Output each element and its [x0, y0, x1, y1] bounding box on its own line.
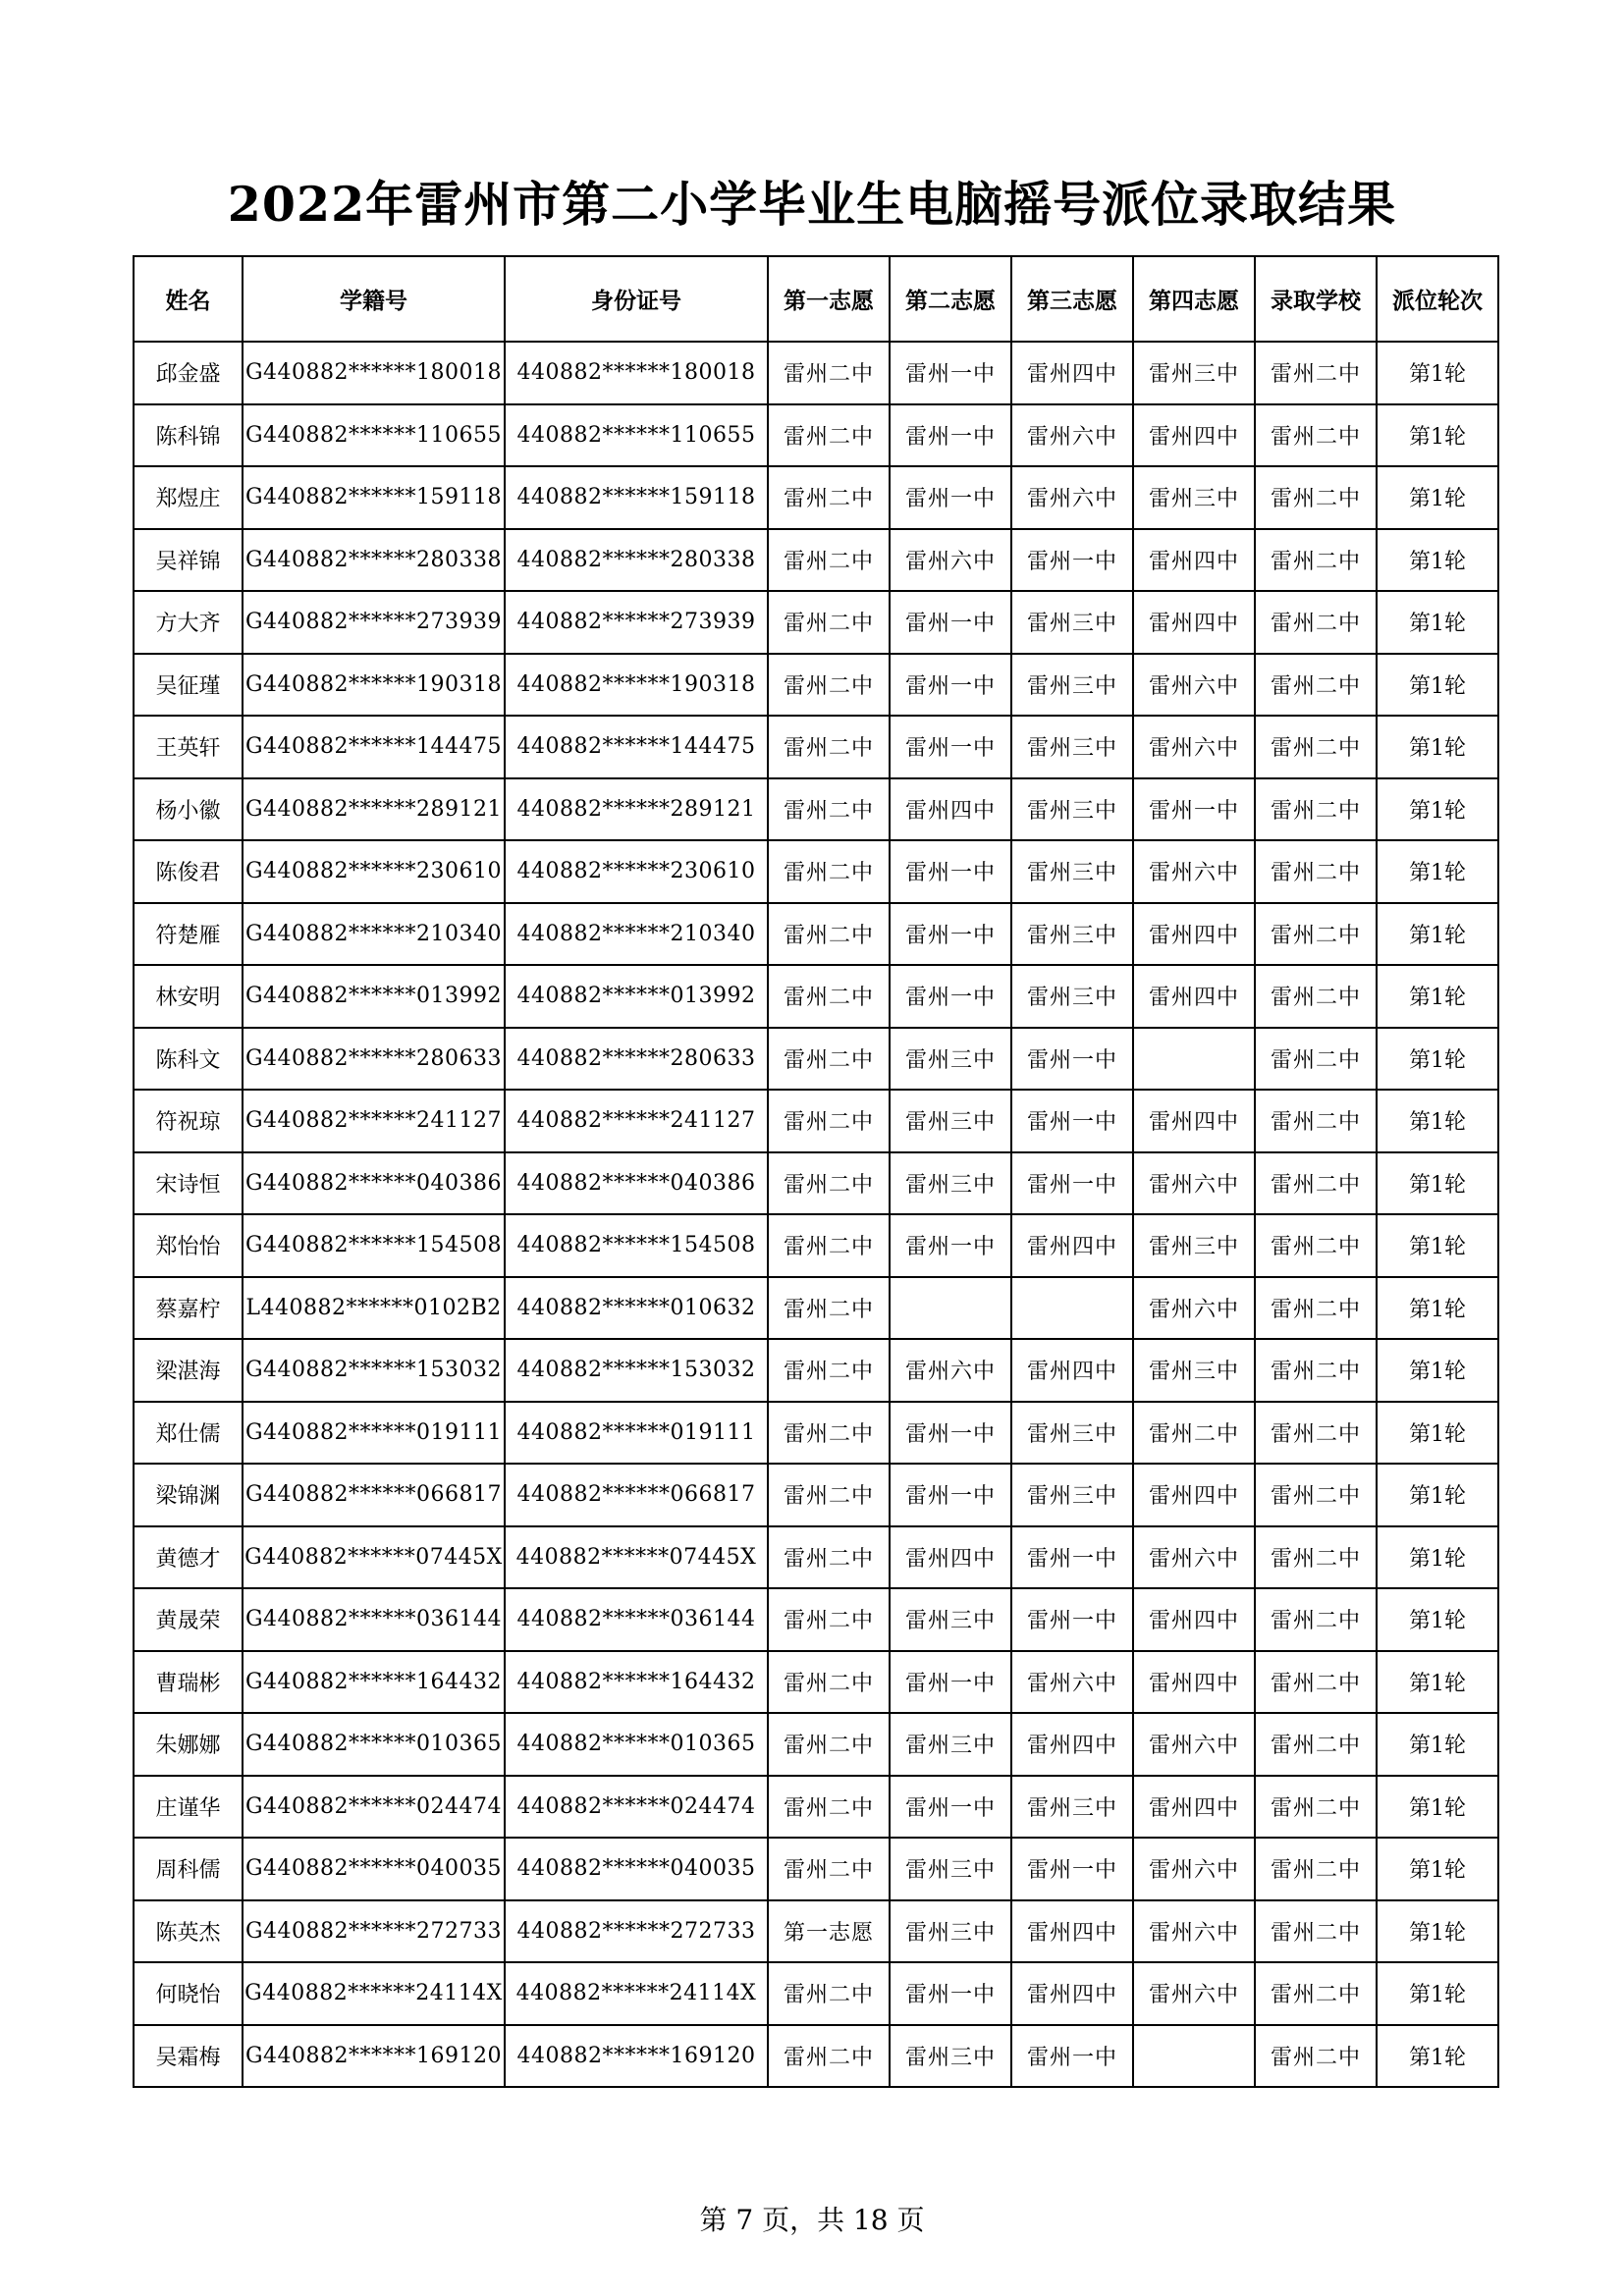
cell-choice-4: 雷州四中 — [1133, 1464, 1255, 1526]
cell-student-id: G440882******024474 — [243, 1776, 505, 1839]
cell-admitted-school: 雷州二中 — [1255, 1152, 1377, 1215]
cell-choice-1: 雷州二中 — [768, 529, 890, 592]
cell-choice-1: 雷州二中 — [768, 591, 890, 654]
cell-name: 庄谨华 — [134, 1776, 243, 1839]
cell-student-id: G440882******040035 — [243, 1838, 505, 1900]
cell-id-card: 440882******07445X — [505, 1526, 768, 1589]
cell-name: 吴祥锦 — [134, 529, 243, 592]
cell-choice-2: 雷州三中 — [890, 1028, 1011, 1091]
cell-choice-3: 雷州三中 — [1011, 903, 1133, 966]
cell-name: 周科儒 — [134, 1838, 243, 1900]
cell-id-card: 440882******024474 — [505, 1776, 768, 1839]
cell-student-id: G440882******110655 — [243, 404, 505, 467]
cell-choice-3: 雷州四中 — [1011, 1214, 1133, 1277]
cell-choice-4 — [1133, 2025, 1255, 2088]
cell-name: 郑仕儒 — [134, 1402, 243, 1465]
table-row — [134, 1090, 1498, 1152]
cell-choice-4: 雷州四中 — [1133, 1588, 1255, 1651]
cell-choice-2: 雷州三中 — [890, 2025, 1011, 2088]
cell-id-card: 440882******010632 — [505, 1277, 768, 1340]
cell-round: 第1轮 — [1377, 716, 1498, 778]
cell-choice-4: 雷州六中 — [1133, 1900, 1255, 1963]
cell-name: 陈俊君 — [134, 840, 243, 903]
cell-choice-3: 雷州一中 — [1011, 529, 1133, 592]
cell-choice-1: 雷州二中 — [768, 1339, 890, 1402]
cell-choice-1: 雷州二中 — [768, 1526, 890, 1589]
cell-choice-4 — [1133, 1028, 1255, 1091]
cell-choice-4: 雷州二中 — [1133, 1402, 1255, 1465]
cell-admitted-school: 雷州二中 — [1255, 1776, 1377, 1839]
cell-choice-4: 雷州六中 — [1133, 840, 1255, 903]
cell-student-id: G440882******07445X — [243, 1526, 505, 1589]
cell-name: 朱娜娜 — [134, 1713, 243, 1776]
cell-choice-4: 雷州三中 — [1133, 342, 1255, 404]
cell-student-id: G440882******280338 — [243, 529, 505, 592]
cell-choice-4: 雷州四中 — [1133, 1651, 1255, 1714]
cell-choice-1: 雷州二中 — [768, 1277, 890, 1340]
cell-choice-4: 雷州三中 — [1133, 466, 1255, 529]
cell-id-card: 440882******013992 — [505, 965, 768, 1028]
cell-admitted-school: 雷州二中 — [1255, 1339, 1377, 1402]
page-number: 第 7 页，共 18 页 — [699, 2204, 925, 2236]
cell-student-id: G440882******180018 — [243, 342, 505, 404]
cell-choice-4: 雷州四中 — [1133, 404, 1255, 467]
cell-student-id: G440882******289121 — [243, 778, 505, 841]
cell-name: 宋诗恒 — [134, 1152, 243, 1215]
cell-choice-4: 雷州六中 — [1133, 1277, 1255, 1340]
cell-choice-2: 雷州一中 — [890, 1402, 1011, 1465]
cell-student-id: G440882******164432 — [243, 1651, 505, 1714]
cell-choice-1: 雷州二中 — [768, 1838, 890, 1900]
cell-student-id: G440882******066817 — [243, 1464, 505, 1526]
cell-id-card: 440882******24114X — [505, 1962, 768, 2025]
table-row — [134, 1402, 1498, 1465]
table-row — [134, 1588, 1498, 1651]
cell-choice-2: 雷州一中 — [890, 404, 1011, 467]
cell-choice-2: 雷州四中 — [890, 778, 1011, 841]
header-choice-2: 第二志愿 — [890, 256, 1011, 342]
cell-choice-4: 雷州四中 — [1133, 591, 1255, 654]
cell-choice-3: 雷州四中 — [1011, 1339, 1133, 1402]
cell-choice-3: 雷州一中 — [1011, 1588, 1133, 1651]
cell-round: 第1轮 — [1377, 1402, 1498, 1465]
cell-choice-2: 雷州一中 — [890, 654, 1011, 717]
cell-student-id: G440882******159118 — [243, 466, 505, 529]
table-row — [134, 1526, 1498, 1589]
cell-admitted-school: 雷州二中 — [1255, 1090, 1377, 1152]
cell-choice-1: 雷州二中 — [768, 1402, 890, 1465]
cell-admitted-school: 雷州二中 — [1255, 1713, 1377, 1776]
cell-admitted-school: 雷州二中 — [1255, 1651, 1377, 1714]
cell-choice-2: 雷州三中 — [890, 1900, 1011, 1963]
cell-choice-4: 雷州四中 — [1133, 903, 1255, 966]
cell-choice-1: 雷州二中 — [768, 466, 890, 529]
cell-choice-1: 雷州二中 — [768, 1776, 890, 1839]
cell-choice-3: 雷州六中 — [1011, 404, 1133, 467]
cell-choice-2: 雷州三中 — [890, 1838, 1011, 1900]
cell-admitted-school: 雷州二中 — [1255, 654, 1377, 717]
table-row — [134, 654, 1498, 717]
cell-id-card: 440882******154508 — [505, 1214, 768, 1277]
cell-choice-2: 雷州一中 — [890, 1464, 1011, 1526]
cell-id-card: 440882******110655 — [505, 404, 768, 467]
cell-choice-3: 雷州四中 — [1011, 342, 1133, 404]
cell-name: 何晓怡 — [134, 1962, 243, 2025]
cell-choice-3: 雷州一中 — [1011, 1526, 1133, 1589]
cell-name: 符祝琼 — [134, 1090, 243, 1152]
cell-choice-4: 雷州一中 — [1133, 778, 1255, 841]
cell-choice-1: 雷州二中 — [768, 965, 890, 1028]
cell-choice-2: 雷州一中 — [890, 466, 1011, 529]
cell-student-id: G440882******241127 — [243, 1090, 505, 1152]
cell-choice-1: 雷州二中 — [768, 840, 890, 903]
cell-student-id: G440882******013992 — [243, 965, 505, 1028]
cell-choice-1: 雷州二中 — [768, 903, 890, 966]
cell-choice-3: 雷州六中 — [1011, 466, 1133, 529]
cell-admitted-school: 雷州二中 — [1255, 2025, 1377, 2088]
cell-choice-1: 雷州二中 — [768, 1962, 890, 2025]
cell-name: 杨小徽 — [134, 778, 243, 841]
cell-admitted-school: 雷州二中 — [1255, 466, 1377, 529]
cell-choice-2: 雷州一中 — [890, 903, 1011, 966]
cell-student-id: G440882******153032 — [243, 1339, 505, 1402]
cell-choice-2: 雷州三中 — [890, 1588, 1011, 1651]
cell-round: 第1轮 — [1377, 342, 1498, 404]
cell-admitted-school: 雷州二中 — [1255, 1028, 1377, 1091]
cell-choice-3: 雷州三中 — [1011, 716, 1133, 778]
cell-id-card: 440882******153032 — [505, 1339, 768, 1402]
cell-name: 邱金盛 — [134, 342, 243, 404]
cell-name: 黄晟荣 — [134, 1588, 243, 1651]
cell-choice-2: 雷州三中 — [890, 1152, 1011, 1215]
cell-id-card: 440882******144475 — [505, 716, 768, 778]
cell-choice-2: 雷州四中 — [890, 1526, 1011, 1589]
table-row — [134, 342, 1498, 404]
cell-choice-3: 雷州三中 — [1011, 1776, 1133, 1839]
cell-choice-1: 雷州二中 — [768, 1464, 890, 1526]
cell-round: 第1轮 — [1377, 840, 1498, 903]
cell-choice-3: 雷州一中 — [1011, 1152, 1133, 1215]
cell-choice-2: 雷州六中 — [890, 529, 1011, 592]
cell-round: 第1轮 — [1377, 1651, 1498, 1714]
cell-choice-1: 雷州二中 — [768, 1713, 890, 1776]
cell-admitted-school: 雷州二中 — [1255, 1277, 1377, 1340]
cell-round: 第1轮 — [1377, 1214, 1498, 1277]
cell-round: 第1轮 — [1377, 1152, 1498, 1215]
table-row — [134, 965, 1498, 1028]
cell-student-id: G440882******280633 — [243, 1028, 505, 1091]
cell-choice-3 — [1011, 1277, 1133, 1340]
cell-student-id: G440882******019111 — [243, 1402, 505, 1465]
cell-admitted-school: 雷州二中 — [1255, 716, 1377, 778]
header-choice-3: 第三志愿 — [1011, 256, 1133, 342]
cell-student-id: G440882******230610 — [243, 840, 505, 903]
cell-id-card: 440882******066817 — [505, 1464, 768, 1526]
cell-round: 第1轮 — [1377, 903, 1498, 966]
cell-choice-4: 雷州三中 — [1133, 1214, 1255, 1277]
cell-round: 第1轮 — [1377, 1588, 1498, 1651]
cell-choice-4: 雷州四中 — [1133, 529, 1255, 592]
cell-id-card: 440882******273939 — [505, 591, 768, 654]
cell-id-card: 440882******289121 — [505, 778, 768, 841]
header-name: 姓名 — [134, 256, 243, 342]
table-row — [134, 1152, 1498, 1215]
table-row — [134, 1651, 1498, 1714]
cell-choice-4: 雷州四中 — [1133, 1090, 1255, 1152]
table-row — [134, 2025, 1498, 2088]
cell-round: 第1轮 — [1377, 1090, 1498, 1152]
cell-admitted-school: 雷州二中 — [1255, 778, 1377, 841]
cell-name: 符楚雁 — [134, 903, 243, 966]
cell-choice-1: 雷州二中 — [768, 716, 890, 778]
cell-admitted-school: 雷州二中 — [1255, 591, 1377, 654]
cell-name: 蔡嘉柠 — [134, 1277, 243, 1340]
page-title: 2022年雷州市第二小学毕业生电脑摇号派位录取结果 — [227, 176, 1397, 233]
cell-admitted-school: 雷州二中 — [1255, 1962, 1377, 2025]
table-row — [134, 529, 1498, 592]
table-row — [134, 716, 1498, 778]
cell-choice-4: 雷州六中 — [1133, 1838, 1255, 1900]
cell-round: 第1轮 — [1377, 654, 1498, 717]
cell-id-card: 440882******230610 — [505, 840, 768, 903]
cell-choice-1: 雷州二中 — [768, 1588, 890, 1651]
table-row — [134, 1776, 1498, 1839]
table-row — [134, 1464, 1498, 1526]
cell-id-card: 440882******169120 — [505, 2025, 768, 2088]
cell-admitted-school: 雷州二中 — [1255, 1214, 1377, 1277]
cell-choice-4: 雷州六中 — [1133, 1152, 1255, 1215]
cell-id-card: 440882******040035 — [505, 1838, 768, 1900]
cell-id-card: 440882******190318 — [505, 654, 768, 717]
table-row — [134, 1277, 1498, 1340]
cell-choice-3: 雷州三中 — [1011, 778, 1133, 841]
cell-name: 林安明 — [134, 965, 243, 1028]
cell-choice-1: 雷州二中 — [768, 1651, 890, 1714]
cell-student-id: G440882******154508 — [243, 1214, 505, 1277]
cell-name: 吴霜梅 — [134, 2025, 243, 2088]
cell-choice-1: 雷州二中 — [768, 342, 890, 404]
cell-choice-2: 雷州三中 — [890, 1090, 1011, 1152]
cell-id-card: 440882******010365 — [505, 1713, 768, 1776]
cell-admitted-school: 雷州二中 — [1255, 1526, 1377, 1589]
cell-id-card: 440882******019111 — [505, 1402, 768, 1465]
cell-admitted-school: 雷州二中 — [1255, 529, 1377, 592]
cell-round: 第1轮 — [1377, 1526, 1498, 1589]
table-row — [134, 1713, 1498, 1776]
cell-name: 陈科锦 — [134, 404, 243, 467]
cell-choice-2: 雷州一中 — [890, 1651, 1011, 1714]
cell-choice-3: 雷州四中 — [1011, 1962, 1133, 2025]
cell-name: 黄德才 — [134, 1526, 243, 1589]
cell-choice-4: 雷州六中 — [1133, 1526, 1255, 1589]
cell-round: 第1轮 — [1377, 1838, 1498, 1900]
cell-id-card: 440882******241127 — [505, 1090, 768, 1152]
table-row — [134, 1028, 1498, 1091]
cell-student-id: G440882******190318 — [243, 654, 505, 717]
cell-student-id: G440882******210340 — [243, 903, 505, 966]
cell-choice-2: 雷州一中 — [890, 1776, 1011, 1839]
table-row — [134, 1339, 1498, 1402]
cell-admitted-school: 雷州二中 — [1255, 903, 1377, 966]
table-row — [134, 778, 1498, 841]
cell-admitted-school: 雷州二中 — [1255, 1900, 1377, 1963]
cell-id-card: 440882******036144 — [505, 1588, 768, 1651]
cell-choice-1: 雷州二中 — [768, 778, 890, 841]
cell-student-id: G440882******144475 — [243, 716, 505, 778]
cell-name: 吴征瑾 — [134, 654, 243, 717]
cell-round: 第1轮 — [1377, 965, 1498, 1028]
cell-round: 第1轮 — [1377, 1464, 1498, 1526]
header-student-id: 学籍号 — [243, 256, 505, 342]
cell-id-card: 440882******280633 — [505, 1028, 768, 1091]
header-admitted-school: 录取学校 — [1255, 256, 1377, 342]
cell-choice-1: 雷州二中 — [768, 1028, 890, 1091]
cell-choice-3: 雷州六中 — [1011, 1651, 1133, 1714]
cell-choice-3: 雷州三中 — [1011, 591, 1133, 654]
cell-student-id: G440882******272733 — [243, 1900, 505, 1963]
cell-round: 第1轮 — [1377, 529, 1498, 592]
table-row — [134, 466, 1498, 529]
cell-choice-3: 雷州一中 — [1011, 1028, 1133, 1091]
cell-choice-3: 雷州一中 — [1011, 1090, 1133, 1152]
cell-choice-4: 雷州六中 — [1133, 1713, 1255, 1776]
cell-name: 陈科文 — [134, 1028, 243, 1091]
cell-round: 第1轮 — [1377, 466, 1498, 529]
header-round: 派位轮次 — [1377, 256, 1498, 342]
table-row — [134, 1838, 1498, 1900]
header-id-card: 身份证号 — [505, 256, 768, 342]
cell-id-card: 440882******280338 — [505, 529, 768, 592]
cell-choice-2: 雷州一中 — [890, 965, 1011, 1028]
cell-choice-4: 雷州六中 — [1133, 716, 1255, 778]
cell-choice-4: 雷州三中 — [1133, 1339, 1255, 1402]
table-row — [134, 1962, 1498, 2025]
cell-admitted-school: 雷州二中 — [1255, 1402, 1377, 1465]
cell-student-id: G440882******010365 — [243, 1713, 505, 1776]
cell-student-id: G440882******24114X — [243, 1962, 505, 2025]
cell-choice-3: 雷州三中 — [1011, 654, 1133, 717]
cell-choice-2: 雷州一中 — [890, 342, 1011, 404]
cell-choice-1: 雷州二中 — [768, 654, 890, 717]
cell-admitted-school: 雷州二中 — [1255, 404, 1377, 467]
cell-choice-4: 雷州四中 — [1133, 965, 1255, 1028]
cell-name: 方大齐 — [134, 591, 243, 654]
cell-round: 第1轮 — [1377, 1776, 1498, 1839]
cell-round: 第1轮 — [1377, 404, 1498, 467]
cell-choice-1: 第一志愿 — [768, 1900, 890, 1963]
cell-round: 第1轮 — [1377, 1277, 1498, 1340]
cell-id-card: 440882******210340 — [505, 903, 768, 966]
cell-name: 梁湛海 — [134, 1339, 243, 1402]
cell-choice-1: 雷州二中 — [768, 1214, 890, 1277]
cell-choice-2: 雷州一中 — [890, 840, 1011, 903]
cell-admitted-school: 雷州二中 — [1255, 965, 1377, 1028]
cell-id-card: 440882******180018 — [505, 342, 768, 404]
cell-round: 第1轮 — [1377, 1713, 1498, 1776]
cell-round: 第1轮 — [1377, 2025, 1498, 2088]
cell-student-id: G440882******040386 — [243, 1152, 505, 1215]
cell-choice-3: 雷州四中 — [1011, 1900, 1133, 1963]
cell-id-card: 440882******164432 — [505, 1651, 768, 1714]
cell-choice-2: 雷州一中 — [890, 1962, 1011, 2025]
cell-admitted-school: 雷州二中 — [1255, 342, 1377, 404]
cell-id-card: 440882******159118 — [505, 466, 768, 529]
cell-name: 梁锦渊 — [134, 1464, 243, 1526]
cell-choice-2: 雷州一中 — [890, 1214, 1011, 1277]
header-choice-4: 第四志愿 — [1133, 256, 1255, 342]
header-choice-1: 第一志愿 — [768, 256, 890, 342]
table-row — [134, 903, 1498, 966]
cell-name: 郑煜庄 — [134, 466, 243, 529]
table-row — [134, 840, 1498, 903]
cell-choice-4: 雷州六中 — [1133, 1962, 1255, 2025]
cell-student-id: G440882******169120 — [243, 2025, 505, 2088]
cell-choice-3: 雷州一中 — [1011, 1838, 1133, 1900]
cell-choice-1: 雷州二中 — [768, 2025, 890, 2088]
cell-admitted-school: 雷州二中 — [1255, 1838, 1377, 1900]
cell-name: 曹瑞彬 — [134, 1651, 243, 1714]
cell-admitted-school: 雷州二中 — [1255, 1588, 1377, 1651]
cell-id-card: 440882******272733 — [505, 1900, 768, 1963]
cell-round: 第1轮 — [1377, 1962, 1498, 2025]
cell-choice-3: 雷州三中 — [1011, 840, 1133, 903]
table-row — [134, 404, 1498, 467]
table-row — [134, 1900, 1498, 1963]
cell-student-id: G440882******273939 — [243, 591, 505, 654]
cell-round: 第1轮 — [1377, 1900, 1498, 1963]
cell-choice-2: 雷州一中 — [890, 716, 1011, 778]
cell-student-id: L440882******0102B2 — [243, 1277, 505, 1340]
cell-choice-2: 雷州一中 — [890, 591, 1011, 654]
cell-choice-4: 雷州四中 — [1133, 1776, 1255, 1839]
table-header-row — [134, 256, 1498, 342]
cell-choice-3: 雷州三中 — [1011, 1402, 1133, 1465]
cell-admitted-school: 雷州二中 — [1255, 840, 1377, 903]
cell-name: 郑怡怡 — [134, 1214, 243, 1277]
table-row — [134, 1214, 1498, 1277]
cell-choice-3: 雷州三中 — [1011, 965, 1133, 1028]
cell-choice-1: 雷州二中 — [768, 1152, 890, 1215]
table-row — [134, 591, 1498, 654]
cell-choice-3: 雷州一中 — [1011, 2025, 1133, 2088]
cell-choice-2: 雷州三中 — [890, 1713, 1011, 1776]
cell-id-card: 440882******040386 — [505, 1152, 768, 1215]
admission-results-table — [133, 255, 1499, 2088]
cell-round: 第1轮 — [1377, 591, 1498, 654]
cell-choice-4: 雷州六中 — [1133, 654, 1255, 717]
cell-round: 第1轮 — [1377, 778, 1498, 841]
cell-choice-2: 雷州六中 — [890, 1339, 1011, 1402]
cell-choice-2 — [890, 1277, 1011, 1340]
cell-name: 王英轩 — [134, 716, 243, 778]
cell-choice-1: 雷州二中 — [768, 404, 890, 467]
cell-round: 第1轮 — [1377, 1028, 1498, 1091]
cell-student-id: G440882******036144 — [243, 1588, 505, 1651]
cell-name: 陈英杰 — [134, 1900, 243, 1963]
cell-choice-1: 雷州二中 — [768, 1090, 890, 1152]
cell-round: 第1轮 — [1377, 1339, 1498, 1402]
cell-choice-3: 雷州四中 — [1011, 1713, 1133, 1776]
cell-admitted-school: 雷州二中 — [1255, 1464, 1377, 1526]
cell-choice-3: 雷州三中 — [1011, 1464, 1133, 1526]
